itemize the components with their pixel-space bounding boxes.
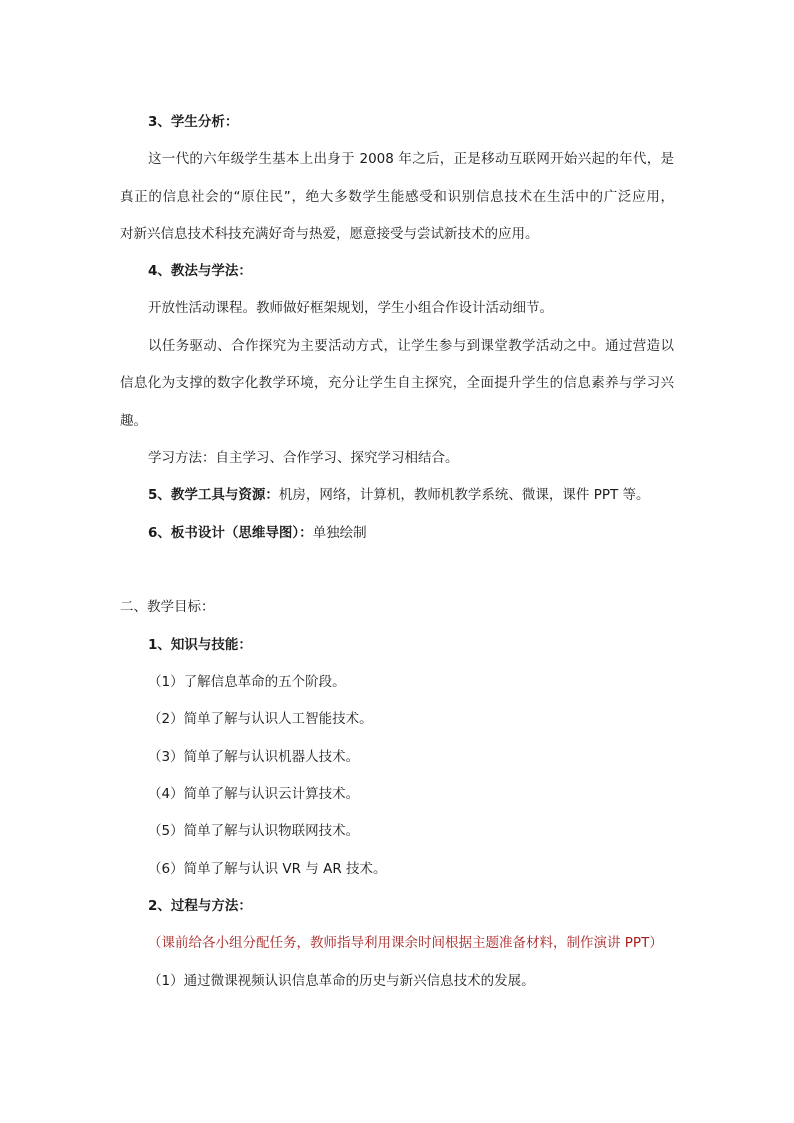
section4-para2-line-2: 信息化为支撑的数字化教学环境，充分让学生自主探究，全面提升学生的信息素养与学习兴 [120, 375, 674, 391]
section5-text: 机房，网络，计算机，教师机教学系统、微课，课件 PPT 等。 [278, 487, 650, 503]
section4-para1: 开放性活动课程。教师做好框架规划，学生小组合作设计活动细节。 [148, 300, 553, 316]
part2-sub1-heading: 1、知识与技能： [148, 637, 252, 653]
section4-heading: 4、教法与学法： [148, 263, 252, 279]
section3-para-line-1: 这一代的六年级学生基本上出身于 2008 年之后，正是移动互联网开始兴起的年代，是 [148, 151, 674, 167]
objective-item-6: （6）简单了解与认识 VR 与 AR 技术。 [148, 861, 387, 877]
section6-label: 6、板书设计（思维导图）： [148, 525, 313, 541]
section6-line [148, 524, 367, 542]
section3-heading: 3、学生分析： [148, 114, 239, 130]
objective-item-2: （2）简单了解与认识人工智能技术。 [148, 711, 373, 727]
process-item-1: （1）通过微课视频认识信息革命的历史与新兴信息技术的发展。 [148, 973, 535, 989]
section4-para2-line-1: 以任务驱动、合作探究为主要活动方式，让学生参与到课堂教学活动之中。通过营造以 [148, 338, 674, 354]
part2-heading: 二、教学目标： [120, 599, 215, 615]
section3-para-line-2: 真正的信息社会的“原住民”，绝大多数学生能感受和识别信息技术在生活中的广泛应用， [120, 189, 674, 205]
preparation-note: （课前给各小组分配任务，教师指导利用课余时间根据主题准备材料，制作演讲 PPT） [148, 935, 663, 951]
objective-item-5: （5）简单了解与认识物联网技术。 [148, 823, 360, 839]
section5-label: 5、教学工具与资源： [148, 487, 279, 503]
section4-para3: 学习方法：自主学习、合作学习、探究学习相结合。 [148, 450, 459, 466]
objective-item-3: （3）简单了解与认识机器人技术。 [148, 749, 360, 765]
section3-para-line-3: 对新兴信息技术科技充满好奇与热爱，愿意接受与尝试新技术的应用。 [120, 226, 539, 242]
section6-text: 单独绘制 [312, 525, 367, 541]
section4-para2-line-3: 趣。 [120, 413, 147, 429]
objective-item-4: （4）简单了解与认识云计算技术。 [148, 786, 360, 802]
section5-line [148, 486, 650, 504]
part2-sub2-heading: 2、过程与方法： [148, 898, 252, 914]
objective-item-1: （1）了解信息革命的五个阶段。 [148, 674, 346, 690]
